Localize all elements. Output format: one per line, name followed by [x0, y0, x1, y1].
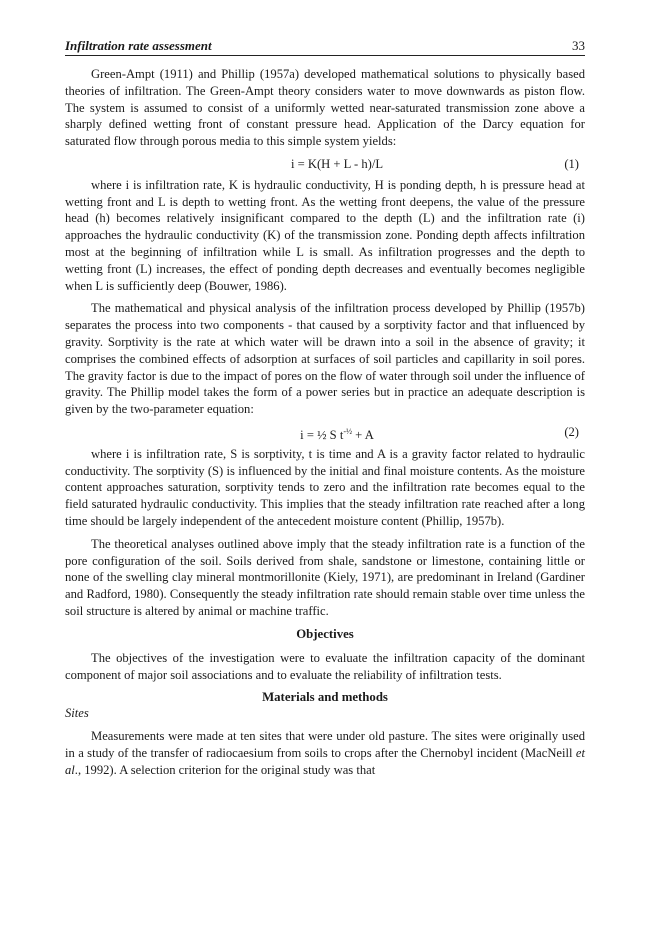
paragraph-theoretical-analyses: The theoretical analyses outlined above imply that the steady infiltration rate is a function of the pore configuration of the soil. Soils derived from shale, sandstone or limestone, containing little or none of the swelling clay mineral montmorillonite (Kiely, 1971), are predominant in Ireland (Gardiner and Radford, 1980). Consequently the steady infiltration rate should remain stable over time unless the soil structure is altered by animal or machine traffic.	[65, 536, 585, 618]
equation-2	[65, 424, 585, 444]
paragraph-sites-text-a: Measurements were made at ten sites that were under old pasture. The sites were originally used in a study of the transfer of radiocaesium from soils to crops after the Chernobyl incident (MacNeill	[65, 729, 585, 760]
paragraph-green-ampt-terms: where i is infiltration rate, K is hydraulic conductivity, H is ponding depth, h is pressure head at wetting front and L is depth to wetting front. As the wetting front deepens, the value of the pressure head (h) becomes relatively insignificant compared to the depth (L) and the infiltration rate (i) approaches the hydraulic conductivity (K) of the transmission zone. Ponding depth affects infiltration most at the beginning of infiltration while L is small. As infiltration progresses and the depth to wetting front (L) increases, the effect of ponding depth decreases and eventually becomes negligible when L is sufficiently deep (Bouwer, 1986).	[65, 177, 585, 293]
paragraph-sites-etal: et al	[65, 745, 585, 777]
equation-2-number: (2)	[564, 424, 579, 439]
page-number: 33	[572, 38, 585, 53]
equation-2-expression	[65, 424, 539, 444]
equation-2-exponent: -½	[343, 426, 352, 436]
page	[65, 38, 585, 784]
paragraph-green-ampt: Green-Ampt (1911) and Phillip (1957a) developed mathematical solutions to physically based theories of infiltration. The Green-Ampt theory considers water to move downwards as piston flow. The system is assumed to consist of a uniformly wetted near-saturated transmission zone above a sharply defined wetting front of constant pressure head. Application of the Darcy equation for saturated flow through porous media to this simple system yields:	[65, 67, 585, 149]
heading-objectives: Objectives	[296, 626, 354, 641]
paragraph-phillip: The mathematical and physical analysis of the infiltration process developed by Phillip (1957b) separates the process into two components - that caused by a sorptivity factor and that influenced by gravity. Sorptivity is the rate at which water will be drawn into a soil in the absence of gravity; it comprises the combined effects of adsorption at surfaces of soil particles and capillarity in soil pores. The gravity factor is due to the impact of pores on the flow of water through soil under the influence of gravity. The Phillip model takes the form of a power series but in practice an adequate description is given by the two-parameter equation:	[65, 301, 585, 417]
heading-materials-methods: Materials and methods	[262, 690, 388, 705]
equation-1-expression: i = K(H + L - h)/L	[290, 156, 384, 171]
running-header	[65, 38, 585, 56]
paragraph-sites-text-b: ., 1992). A selection criterion for the original study was that	[74, 762, 376, 777]
paragraph-sites	[65, 728, 585, 778]
subheading-sites: Sites	[65, 706, 89, 721]
paragraph-objectives: The objectives of the investigation were to evaluate the infiltration capacity of the dominant component of major soil associations and to evaluate the reliability of infiltration tests.	[65, 650, 585, 682]
body-text	[65, 66, 585, 778]
paragraph-phillip-terms: where i is infiltration rate, S is sorptivity, t is time and A is a gravity factor related to hydraulic conductivity. The sorptivity (S) is influenced by the initial and final moisture contents. As the moisture content approaches saturation, sorptivity tends to zero and the infiltration rate becomes equal to the field saturated hydraulic conductivity. This implies that the steady infiltration rate reached after a long time should be largely independent of the antecedent moisture content (Phillip, 1957b).	[65, 446, 585, 528]
equation-2-right: + A	[352, 427, 374, 442]
equation-1-number: (1)	[564, 156, 579, 171]
running-title: Infiltration rate assessment	[65, 38, 212, 53]
equation-2-left: i = ½ S t	[300, 427, 344, 442]
equation-1	[65, 156, 585, 173]
